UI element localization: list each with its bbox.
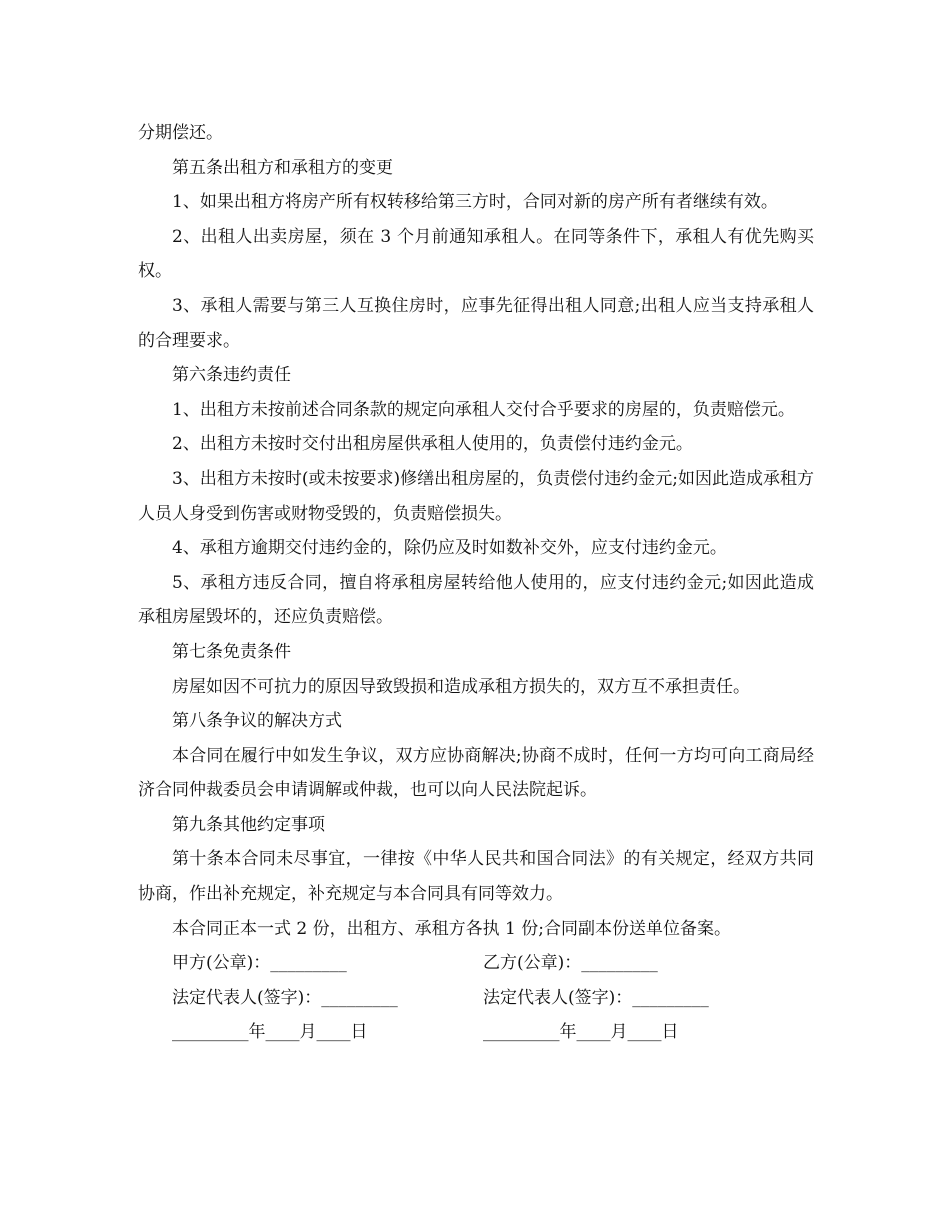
party-b-date-field: _________年____月____日: [483, 1022, 679, 1043]
paragraph: 5、承租方违反合同，擅自将承租房屋转给他人使用的，应支付违约金元;如因此造成承租房屋毁坏的，还应负责赔偿。: [138, 572, 814, 628]
paragraph: 3、承租人需要与第三人互换住房时，应事先征得出租人同意;出租人应当支持承租人的合理要求。: [138, 295, 814, 351]
paragraph: 4、承租方逾期交付违约金的，除仍应及时如数补交外，应支付违约金元。: [172, 538, 727, 559]
section-heading-7: 第七条免责条件: [172, 641, 291, 662]
party-a-seal-field: 甲方(公章)：_________: [172, 953, 347, 974]
date-row: [138, 1015, 814, 1050]
section-heading-8: 第八条争议的解决方式: [172, 711, 342, 732]
paragraph: 本合同正本一式 2 份，出租方、承租方各执 1 份;合同副本份送单位备案。: [172, 918, 731, 939]
section-heading-9: 第九条其他约定事项: [172, 814, 325, 835]
section-heading-5: 第五条出租方和承租方的变更: [172, 157, 393, 178]
party-b-seal-field: 乙方(公章)：_________: [483, 953, 658, 974]
party-a-representative-field: 法定代表人(签字)：_________: [172, 987, 398, 1008]
paragraph: 本合同在履行中如发生争议，双方应协商解决;协商不成时，任何一方均可向工商局经济合同仲裁委员会申请调解或仲裁，也可以向人民法院起诉。: [138, 745, 814, 801]
paragraph: 分期偿还。: [138, 123, 223, 143]
contract-body: [138, 116, 814, 1050]
paragraph: 2、出租方未按时交付出租房屋供承租人使用的，负责偿付违约金元。: [172, 434, 693, 455]
paragraph: 2、出租人出卖房屋，须在 3 个月前通知承租人。在同等条件下，承租人有优先购买权。: [138, 226, 814, 282]
seal-row: [138, 946, 814, 981]
party-a-date-field: _________年____月____日: [172, 1022, 368, 1043]
paragraph: 1、如果出租方将房产所有权转移给第三方时，合同对新的房产所有者继续有效。: [172, 192, 778, 213]
section-heading-6: 第六条违约责任: [172, 365, 291, 386]
party-b-representative-field: 法定代表人(签字)：_________: [483, 987, 709, 1008]
representative-row: [138, 981, 814, 1016]
paragraph: 1、出租方未按前述合同条款的规定向承租人交付合乎要求的房屋的，负责赔偿元。: [172, 399, 795, 420]
signature-block: [138, 946, 814, 1050]
paragraph: 3、出租方未按时(或未按要求)修缮出租房屋的，负责偿付违约金元;如因此造成承租方人员人身受到伤害或财物受毁的，负责赔偿损失。: [138, 468, 814, 524]
paragraph: 房屋如因不可抗力的原因导致毁损和造成承租方损失的，双方互不承担责任。: [172, 676, 750, 697]
paragraph: 第十条本合同未尽事宜，一律按《中华人民共和国合同法》的有关规定，经双方共同协商，作出补充规定，补充规定与本合同具有同等效力。: [138, 849, 814, 905]
